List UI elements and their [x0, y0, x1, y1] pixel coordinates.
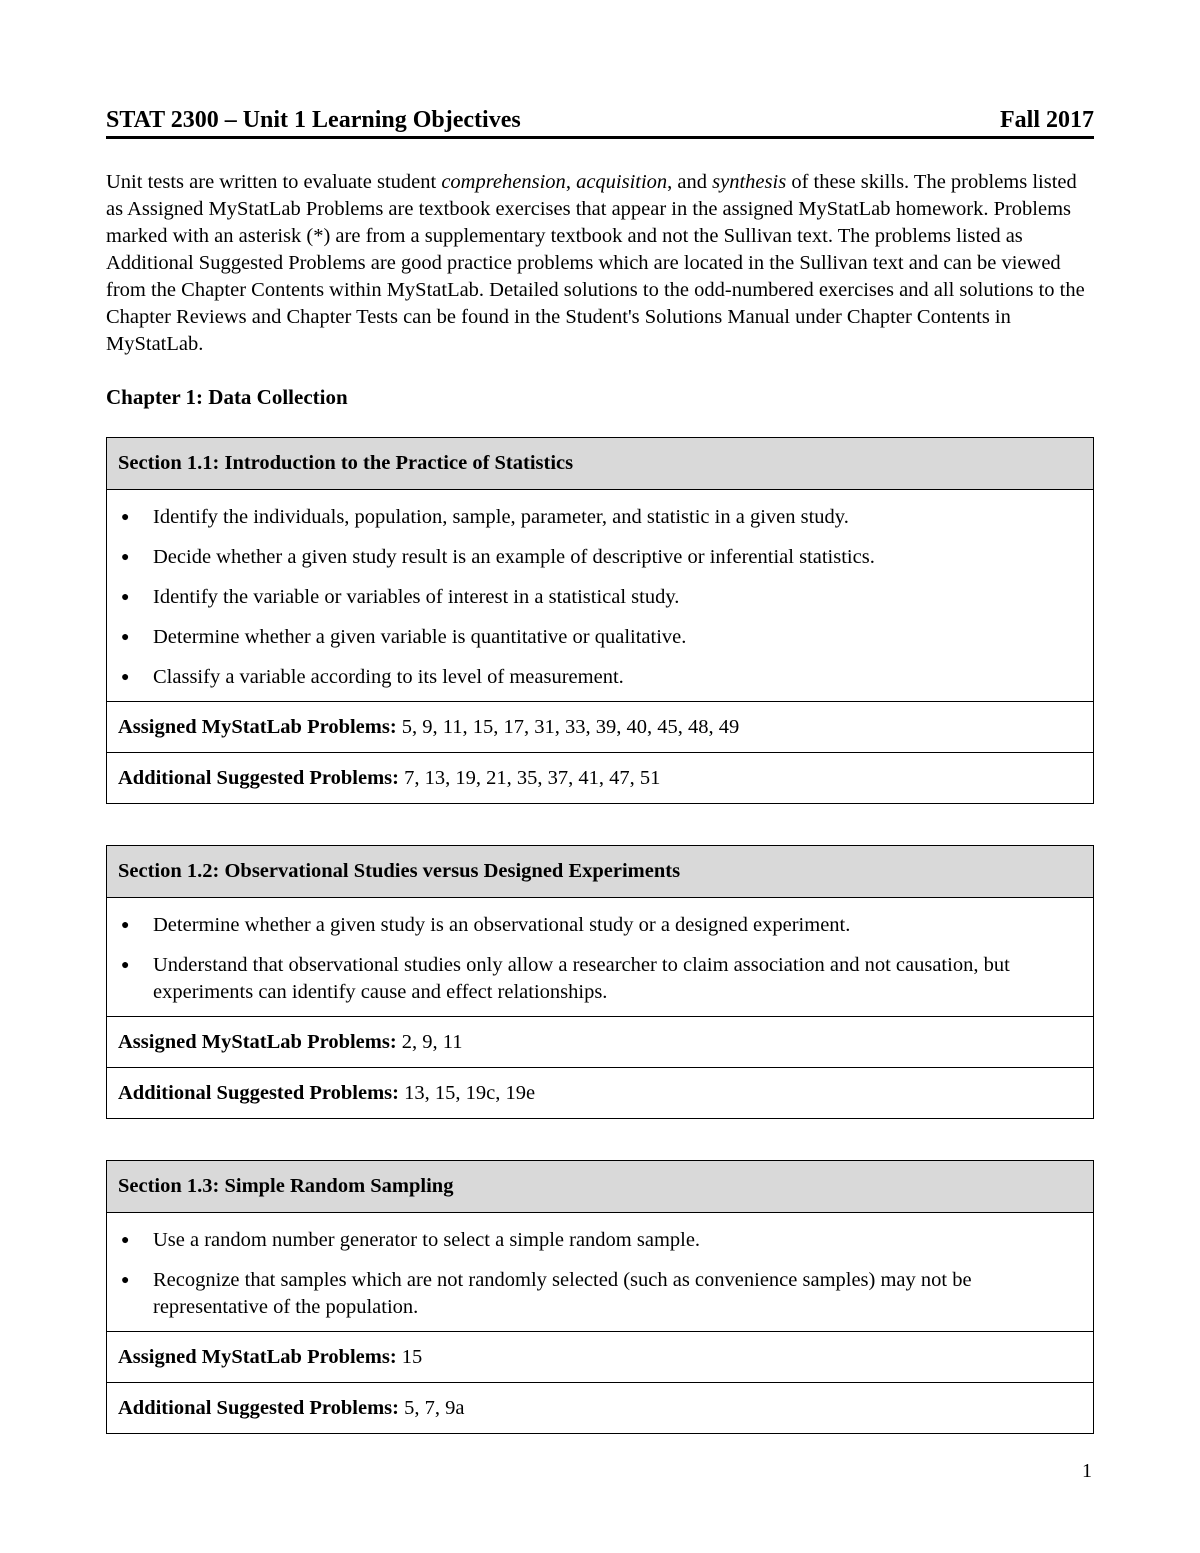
- section-box: [106, 437, 1094, 804]
- page-header: [106, 106, 1094, 139]
- bullet-icon: ●: [121, 1233, 130, 1248]
- intro-paragraph: Unit tests are written to evaluate student comprehension, acquisition, and synthesis of these skills. The problems listed as Assigned MyStatLab Problems are textbook exercises that appear in the assigned MyStatLab homework. Problems marked with an asterisk (*) are from a supplementary textbook and not the Sullivan text. The problems listed as Additional Suggested Problems are good practice problems which are located in the Sullivan text and can be viewed from the Chapter Contents within MyStatLab. Detailed solutions to the odd-numbered exercises and all solutions to the Chapter Reviews and Chapter Tests can be found in the Student's Solutions Manual under Chapter Contents in MyStatLab.: [106, 171, 1085, 355]
- list-item: ● Recognize that samples which are not randomly selected (such as convenience samples) may not be representative of the population.: [121, 1269, 972, 1318]
- list-item: ● Decide whether a given study result is an example of descriptive or inferential statistics.: [118, 544, 1082, 571]
- suggested-problems-row: Additional Suggested Problems: 7, 13, 19, 21, 35, 37, 41, 47, 51: [107, 752, 1093, 803]
- section-title: Section 1.3: Simple Random Sampling: [107, 1161, 1093, 1213]
- assigned-problems-row: Assigned MyStatLab Problems: 5, 9, 11, 15, 17, 31, 33, 39, 40, 45, 48, 49: [118, 716, 740, 738]
- section-box: [106, 845, 1094, 1119]
- bullet-icon: ●: [121, 958, 130, 973]
- term-label: Fall 2017: [1000, 107, 1094, 133]
- list-item: ● Use a random number generator to select a simple random sample.: [118, 1227, 1082, 1254]
- objectives-list: [107, 898, 1093, 1017]
- section-title: Section 1.1: Introduction to the Practice of Statistics: [107, 438, 1093, 490]
- list-item: ● Identify the individuals, population, sample, parameter, and statistic in a given study.: [118, 504, 1082, 531]
- list-item: ● Understand that observational studies only allow a researcher to claim association and not causation, but experiments can identify cause and effect relationships.: [121, 954, 1010, 1003]
- suggested-problems-row: Additional Suggested Problems: 5, 7, 9a: [107, 1382, 1093, 1433]
- list-item: ● Determine whether a given variable is quantitative or qualitative.: [118, 624, 1082, 651]
- list-item: ● Classify a variable according to its level of measurement.: [118, 664, 1082, 691]
- objectives-list: [107, 1213, 1093, 1332]
- assigned-problems-row: Assigned MyStatLab Problems: 15: [118, 1346, 423, 1368]
- section-title: Section 1.2: Observational Studies versus Designed Experiments: [107, 846, 1093, 898]
- bullet-icon: ●: [121, 590, 130, 605]
- bullet-icon: ●: [121, 630, 130, 645]
- list-item: ● Identify the variable or variables of interest in a statistical study.: [118, 584, 1082, 611]
- bullet-icon: ●: [121, 1273, 130, 1288]
- document-page: [106, 106, 1094, 1434]
- bullet-icon: ●: [121, 550, 130, 565]
- objectives-list: [107, 490, 1093, 702]
- page-number: 1: [1082, 1460, 1092, 1482]
- chapter-title: Chapter 1: Data Collection: [106, 385, 348, 409]
- assigned-problems-row: Assigned MyStatLab Problems: 2, 9, 11: [118, 1031, 463, 1053]
- bullet-icon: ●: [121, 510, 130, 525]
- suggested-problems-row: Additional Suggested Problems: 13, 15, 19c, 19e: [107, 1067, 1093, 1118]
- bullet-icon: ●: [121, 918, 130, 933]
- list-item: ● Determine whether a given study is an observational study or a designed experiment.: [118, 912, 1082, 939]
- section-box: [106, 1160, 1094, 1434]
- bullet-icon: ●: [121, 670, 130, 685]
- document-title: STAT 2300 – Unit 1 Learning Objectives: [106, 107, 521, 133]
